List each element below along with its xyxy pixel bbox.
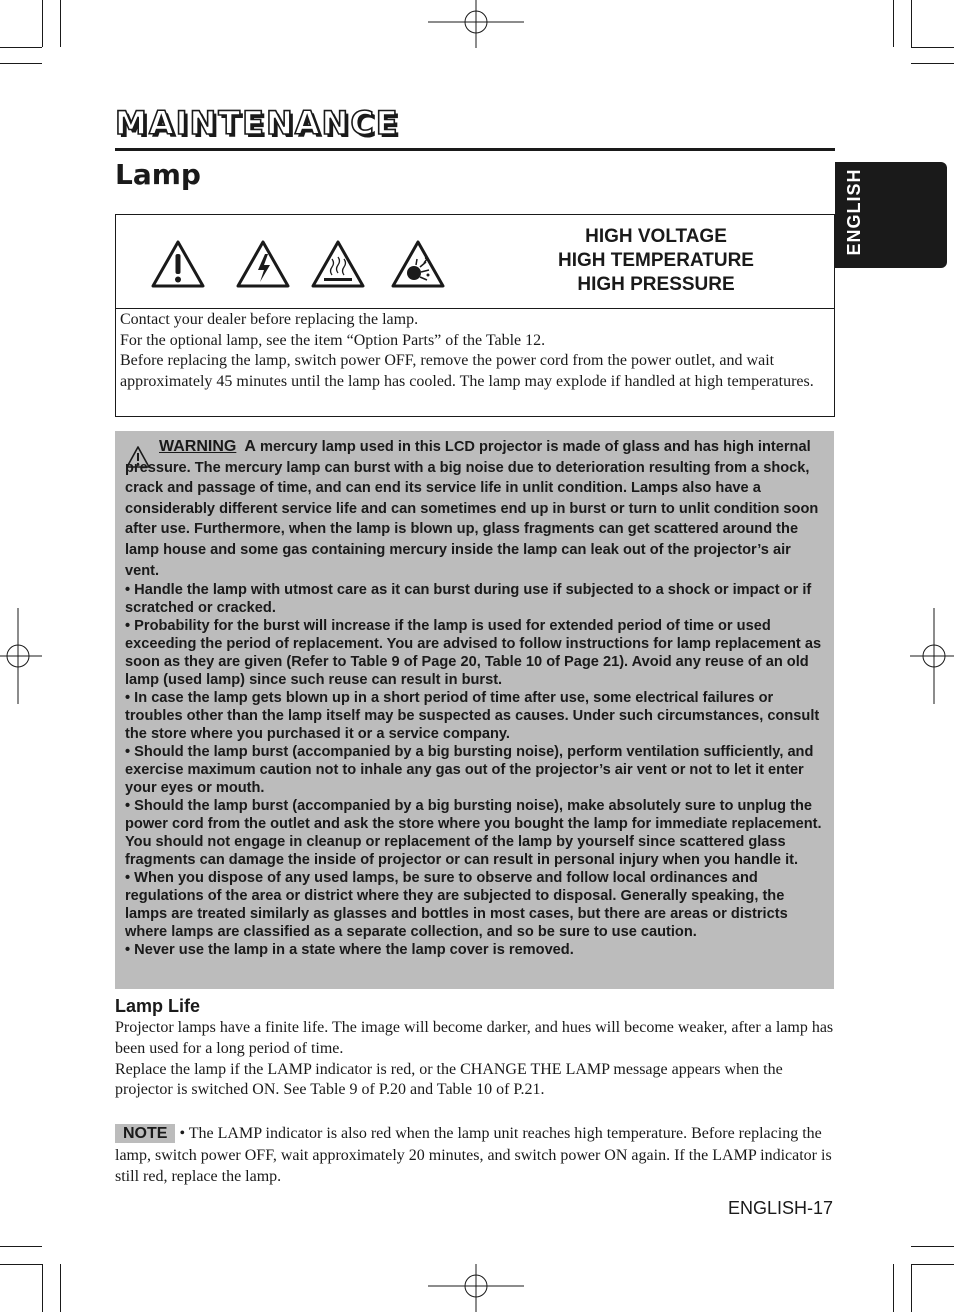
- crop-mark: [60, 0, 61, 47]
- crop-mark: [42, 0, 43, 47]
- note-text: • The LAMP indicator is also red when the lamp unit reaches high temperature. Before replacing the lamp, switch power OFF, wait approximately 20 minutes, and switch power ON again. If the LAMP indicator is still red, replace the lamp.: [115, 1125, 832, 1185]
- crop-mark: [0, 47, 42, 48]
- warning-intro-text: mercury lamp used in this LCD projector is made of glass and has high internal pressure. The mercury lamp can burst with a big noise due to deterioration resulting from a shock, crack and passage of time, and can end its service life in unlit condition. Lamps also have a considerably different service life and can sometimes end up in burst or turn to unlit condition soon after use. Furthermore, when the lamp is blown up, glass fragments can get scattered around the lamp house and some gas containing mercury inside the lamp can leak out of the projector’s air vent.: [125, 439, 819, 579]
- warning-label: WARNING: [159, 438, 237, 455]
- crop-mark: [911, 63, 954, 64]
- warning-intro: [125, 437, 825, 581]
- lamp-life-paragraph: Projector lamps have a finite life. The image will become darker, and hues will become weaker, after a lamp has been used for a long period of time.: [115, 1019, 834, 1057]
- lamp-life-body: [115, 1018, 835, 1101]
- warning-bullet: • Never use the lamp in a state where the lamp cover is removed.: [125, 942, 574, 959]
- caution-header: [116, 215, 834, 309]
- note-label: NOTE: [115, 1124, 175, 1143]
- crop-mark: [911, 1264, 954, 1265]
- crop-mark: [911, 1264, 912, 1312]
- warning-first-word: A: [244, 438, 256, 455]
- section-title: Lamp: [115, 158, 201, 191]
- crop-mark: [0, 1264, 42, 1265]
- lamp-life-paragraph: Replace the lamp if the LAMP indicator is red, or the CHANGE THE LAMP message appears when the projector is switched ON. See Table 9 of P.20 and Table 10 of P.21.: [115, 1060, 783, 1099]
- warning-bullet: • In case the lamp gets blown up in a short period of time after use, some electrical failures or troubles other than the lamp itself may be suspected as causes. Under such circumstances, consult the store where you purchased it or a service company.: [125, 690, 820, 743]
- warning-bullet: • Handle the lamp with utmost care as it can burst during use if subjected to a shock or impact or if scratched or cracked.: [125, 582, 812, 617]
- lamp-life-heading: Lamp Life: [115, 996, 201, 1016]
- electric-shock-icon: [235, 239, 291, 289]
- warning-bullet: • When you dispose of any used lamps, be sure to observe and follow local ordinances and regulations of the area or district where they are subjected to disposal. Generally speaking, the lamps are treated similarly as glasses and bottles in most cases, but there are areas or districts where lamps are classified as a separate collection, and so be sure to use caution.: [125, 870, 788, 941]
- crop-mark: [893, 1264, 894, 1312]
- crop-mark: [911, 1246, 954, 1247]
- crop-mark: [911, 47, 954, 48]
- caution-text: [120, 310, 832, 393]
- warning-bullet: • Probability for the burst will increase if the lamp is used for extended period of time or used exceeding the period of replacement. You are advised to follow instructions for lamp replacement as soon as they are given (Refer to Table 9 of Page 20, Table 10 of Page 21). Avoid any reuse of an old lamp (used lamp) since such reuse can result in burst.: [125, 618, 822, 689]
- crop-mark: [60, 1264, 61, 1312]
- registration-mark-icon: [428, 0, 524, 48]
- crop-mark: [911, 0, 912, 47]
- warning-bullet: • Should the lamp burst (accompanied by a big bursting noise), make absolutely sure to unplug the power cord from the outlet and ask the store where you bought the lamp for immediate replacement. You should not engage in cleanup or replacement of the lamp by yourself since scattered glass fragments can damage the inside of projector or can result in personal injury when you handle it.: [125, 798, 822, 869]
- crop-mark: [893, 0, 894, 47]
- registration-mark-icon: [428, 1264, 524, 1312]
- warning-text: [125, 437, 825, 959]
- explosion-icon: [390, 239, 446, 289]
- hazard-label: HIGH VOLTAGE: [585, 226, 727, 247]
- caution-line: Contact your dealer before replacing the lamp.: [120, 311, 419, 328]
- registration-mark-icon: [0, 608, 42, 704]
- hot-surface-icon: [310, 239, 366, 289]
- registration-mark-icon: [910, 608, 954, 704]
- hazard-label: HIGH PRESSURE: [577, 274, 735, 295]
- note-block: [115, 1123, 837, 1188]
- warning-panel: [115, 431, 834, 989]
- title-divider: [115, 148, 835, 151]
- crop-mark: [0, 63, 42, 64]
- page-title: MAINTENANCE: [115, 104, 400, 142]
- caution-box: [115, 214, 835, 417]
- language-tab-label: ENGLISH: [844, 168, 864, 256]
- general-warning-icon: [150, 239, 206, 289]
- hazard-list: [526, 225, 786, 297]
- crop-mark: [42, 1264, 43, 1312]
- crop-mark: [0, 1246, 42, 1247]
- hazard-label: HIGH TEMPERATURE: [558, 250, 754, 271]
- warning-bullet: • Should the lamp burst (accompanied by a big bursting noise), perform ventilation sufficiently, and exercise maximum caution not to inhale any gas out of the projector’s air vent or not to let it enter your eyes or mouth.: [125, 744, 814, 797]
- caution-line: Before replacing the lamp, switch power OFF, remove the power cord from the power outlet, and wait approximately 45 minutes until the lamp has cooled. The lamp may explode if handled at high temperatures.: [120, 352, 814, 391]
- page-number: ENGLISH-17: [727, 1198, 833, 1218]
- caution-line: For the optional lamp, see the item “Option Parts” of the Table 12.: [120, 331, 546, 349]
